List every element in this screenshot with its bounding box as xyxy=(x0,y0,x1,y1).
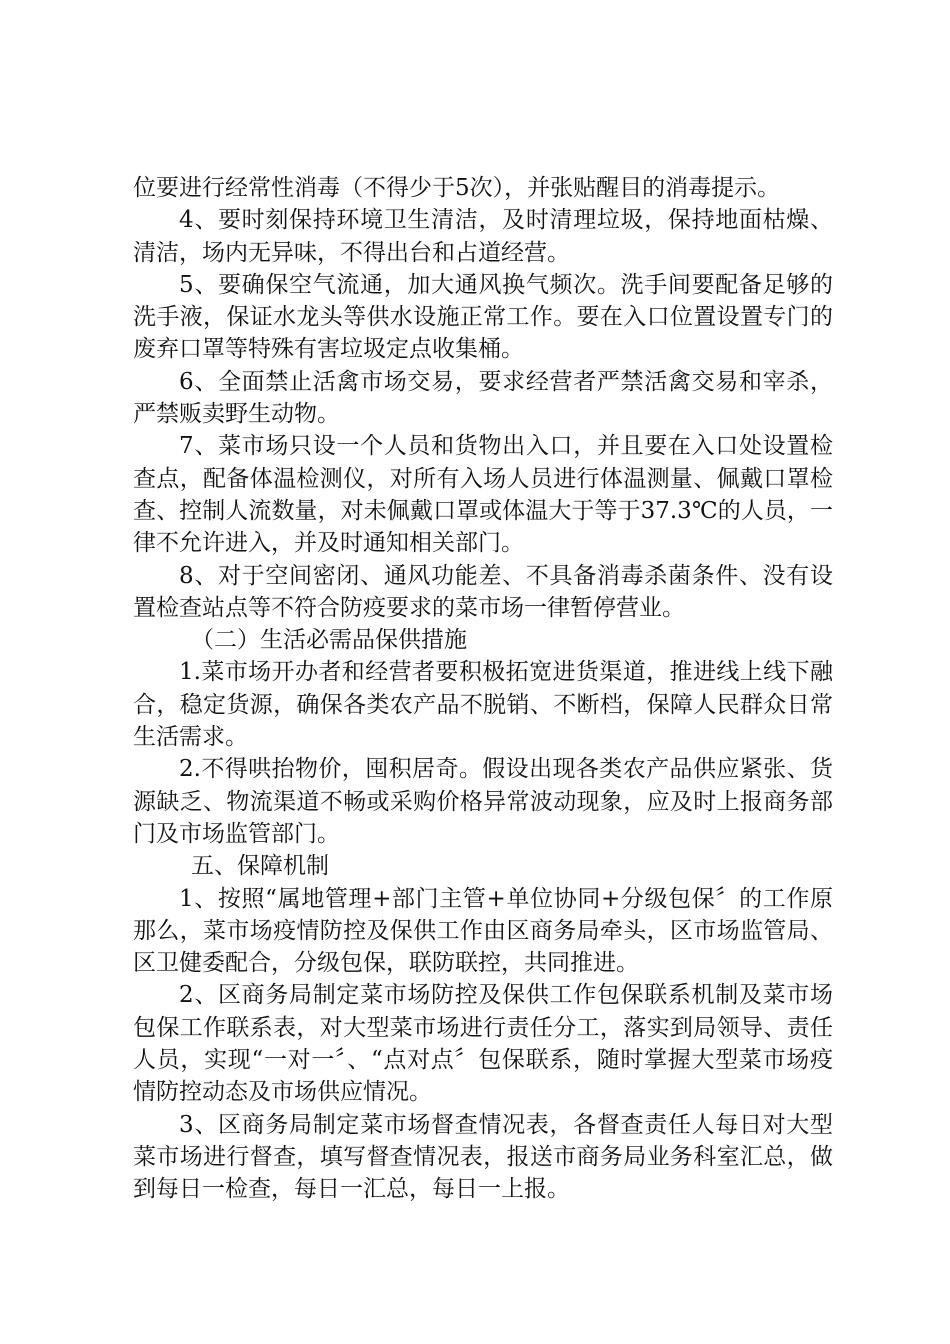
paragraph-guarantee-2: 2、区商务局制定菜市场防控及保供工作包保联系机制及菜市场包保工作联系表，对大型菜市场进行责任分工，落实到局领导、责任人员，实现“一对一〞、“点对点〞包保联系，随时掌握大型菜市场疫情防控动态及市场供应情况。 xyxy=(133,982,833,1106)
paragraph-supply-1: 1.菜市场开办者和经营者要积极拓宽进货渠道，推进线上线下融合，稳定货源，确保各类农产品不脱销、不断档，保障人民群众日常生活需求。 xyxy=(133,659,833,751)
paragraph-supply-2: 2.不得哄抬物价，囤积居奇。假设出现各类农产品供应紧张、货源缺乏、物流渠道不畅或采购价格异常波动现象，应及时上报商务部门及市场监管部门。 xyxy=(133,756,833,847)
paragraph-item-4: 4、要时刻保持环境卫生清洁，及时清理垃圾，保持地面枯燥、清洁，场内无异味，不得出台和占道经营。 xyxy=(133,207,833,266)
paragraph-guarantee-3: 3、区商务局制定菜市场督查情况表，各督查责任人每日对大型菜市场进行督查，填写督查情况表，报送市商务局业务科室汇总，做到每日一检查，每日一汇总，每日一上报。 xyxy=(133,1111,833,1203)
section-heading-supply: （二）生活必需品保供措施 xyxy=(191,627,467,654)
paragraph-item-7: 7、菜市场只设一个人员和货物出入口，并且要在入口处设置检查点，配备体温检测仪，对所有入场人员进行体温测量、佩戴口罩检查、控制人流数量，对未佩戴口罩或体温大于等于37.3℃的人员，一律不允许进入，并及时通知相关部门。 xyxy=(133,433,833,557)
paragraph-continuation: 位要进行经常性消毒（不得少于5次），并张贴醒目的消毒提示。 xyxy=(133,175,781,201)
paragraph-item-5: 5、要确保空气流通，加大通风换气频次。洗手间要配备足够的洗手液，保证水龙头等供水设施正常工作。要在入口位置设置专门的废弃口罩等特殊有害垃圾定点收集桶。 xyxy=(133,271,833,363)
paragraph-guarantee-1: 1、按照“属地管理+部门主管+单位协同+分级包保〞的工作原那么，菜市场疫情防控及保供工作由区商务局牵头，区市场监管局、区卫健委配合，分级包保，联防联控，共同推进。 xyxy=(133,885,833,977)
paragraph-item-6: 6、全面禁止活禽市场交易，要求经营者严禁活禽交易和宰杀，严禁贩卖野生动物。 xyxy=(133,368,833,428)
document-body xyxy=(133,172,833,1206)
section-heading-guarantee: 五、保障机制 xyxy=(191,853,329,880)
paragraph-item-8: 8、对于空间密闭、通风功能差、不具备消毒杀菌条件、没有设置检查站点等不符合防疫要求的菜市场一律暂停营业。 xyxy=(133,562,833,621)
